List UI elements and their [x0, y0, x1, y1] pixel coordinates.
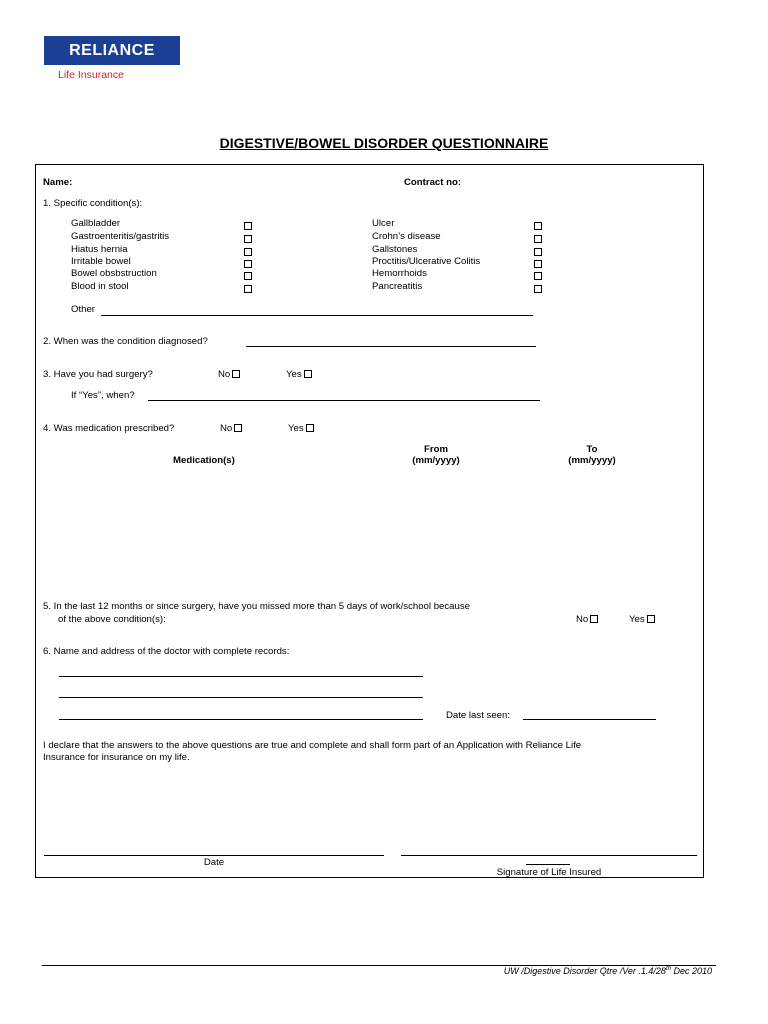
checkbox-hiatus-hernia[interactable]: [244, 248, 252, 256]
footer-text-end: Dec 2010: [670, 966, 712, 976]
page-title: DIGESTIVE/BOWEL DISORDER QUESTIONNAIRE: [219, 135, 549, 151]
checkbox-icon: [647, 615, 655, 623]
questionnaire-form: [35, 164, 704, 878]
doctor-address-field-2[interactable]: [59, 697, 423, 698]
question-1: 1. Specific condition(s):: [43, 198, 143, 209]
doctor-address-field-1[interactable]: [59, 676, 423, 677]
condition-label: Pancreatitis: [372, 281, 423, 292]
from-format-label: (mm/yyyy): [412, 455, 460, 466]
footer-superscript: th: [665, 966, 671, 972]
condition-label: Bowel obsbstruction: [71, 268, 157, 279]
yes-label: Yes: [286, 369, 302, 380]
condition-label: Crohn’s disease: [372, 231, 441, 242]
checkbox-icon: [590, 615, 598, 623]
checkbox-icon: [306, 424, 314, 432]
diagnosed-date-field[interactable]: [246, 346, 536, 347]
question-5-line-2: of the above condition(s):: [58, 614, 166, 625]
checkbox-gallbladder[interactable]: [244, 222, 252, 230]
checkbox-blood-in-stool[interactable]: [244, 285, 252, 293]
condition-label: Proctitis/Ulcerative Colitis: [372, 256, 481, 267]
name-label: Name:: [43, 177, 73, 188]
checkbox-ulcer[interactable]: [534, 222, 542, 230]
checkbox-icon: [304, 370, 312, 378]
missed-work-no-option[interactable]: [576, 615, 598, 625]
surgery-no-option[interactable]: [218, 370, 240, 380]
signature-label: Signature of Life Insured: [496, 867, 602, 878]
checkbox-icon: [234, 424, 242, 432]
condition-label: Irritable bowel: [71, 256, 131, 267]
no-label: No: [218, 369, 231, 380]
reliance-logo: [44, 36, 180, 65]
logo-subtitle: Life Insurance: [58, 69, 124, 81]
yes-label: Yes: [288, 423, 304, 434]
signature-extra-line: [526, 864, 570, 865]
condition-label: Hiatus hernia: [71, 244, 128, 255]
checkbox-gastroenteritis[interactable]: [244, 235, 252, 243]
date-label: Date: [203, 857, 225, 868]
no-label: No: [576, 614, 589, 625]
declaration-line-1: I declare that the answers to the above questions are true and complete and shall form part of an Application with Reliance Life: [43, 740, 582, 751]
question-2: 2. When was the condition diagnosed?: [43, 336, 208, 347]
footer-text: UW /Digestive Disorder Qtre /Ver .1.4/28: [503, 966, 666, 976]
from-column-header: From: [424, 444, 448, 455]
logo-brand: RELIANCE: [69, 41, 155, 59]
contract-label: Contract no:: [404, 177, 462, 188]
checkbox-gallstones[interactable]: [534, 248, 542, 256]
medication-yes-option[interactable]: [288, 424, 314, 434]
surgery-date-field[interactable]: [148, 400, 540, 401]
other-field[interactable]: [101, 315, 533, 316]
checkbox-bowel-obstruction[interactable]: [244, 272, 252, 280]
checkbox-hemorrhoids[interactable]: [534, 272, 542, 280]
checkbox-icon: [232, 370, 240, 378]
surgery-yes-option[interactable]: [286, 370, 312, 380]
no-label: No: [220, 423, 233, 434]
medication-column-header: Medication(s): [173, 455, 235, 466]
question-4: 4. Was medication prescribed?: [43, 423, 175, 434]
missed-work-yes-option[interactable]: [629, 615, 655, 625]
footer-version: [504, 966, 712, 976]
question-5-line-1: 5. In the last 12 months or since surgery, have you missed more than 5 days of work/school because: [43, 601, 470, 612]
date-signature-field[interactable]: [44, 855, 384, 856]
yes-label: Yes: [629, 614, 645, 625]
question-6: 6. Name and address of the doctor with complete records:: [43, 646, 290, 657]
date-last-seen-field[interactable]: [523, 719, 656, 720]
signature-field[interactable]: [401, 855, 697, 856]
doctor-address-field-3[interactable]: [59, 719, 423, 720]
condition-label: Blood in stool: [71, 281, 129, 292]
declaration-line-2: Insurance for insurance on my life.: [43, 752, 190, 763]
medication-no-option[interactable]: [220, 424, 242, 434]
condition-label: Gastroenteritis/gastritis: [71, 231, 170, 242]
condition-label: Gallbladder: [71, 218, 121, 229]
to-column-header: To: [586, 444, 598, 455]
if-yes-when-label: If “Yes”, when?: [71, 390, 135, 401]
checkbox-pancreatitis[interactable]: [534, 285, 542, 293]
other-label: Other: [71, 304, 95, 315]
condition-label: Hemorrhoids: [372, 268, 427, 279]
checkbox-crohns[interactable]: [534, 235, 542, 243]
condition-label: Gallstones: [372, 244, 418, 255]
condition-label: Ulcer: [372, 218, 395, 229]
checkbox-proctitis[interactable]: [534, 260, 542, 268]
to-format-label: (mm/yyyy): [568, 455, 616, 466]
checkbox-irritable-bowel[interactable]: [244, 260, 252, 268]
question-3: 3. Have you had surgery?: [43, 369, 153, 380]
date-last-seen-label: Date last seen:: [446, 710, 510, 721]
